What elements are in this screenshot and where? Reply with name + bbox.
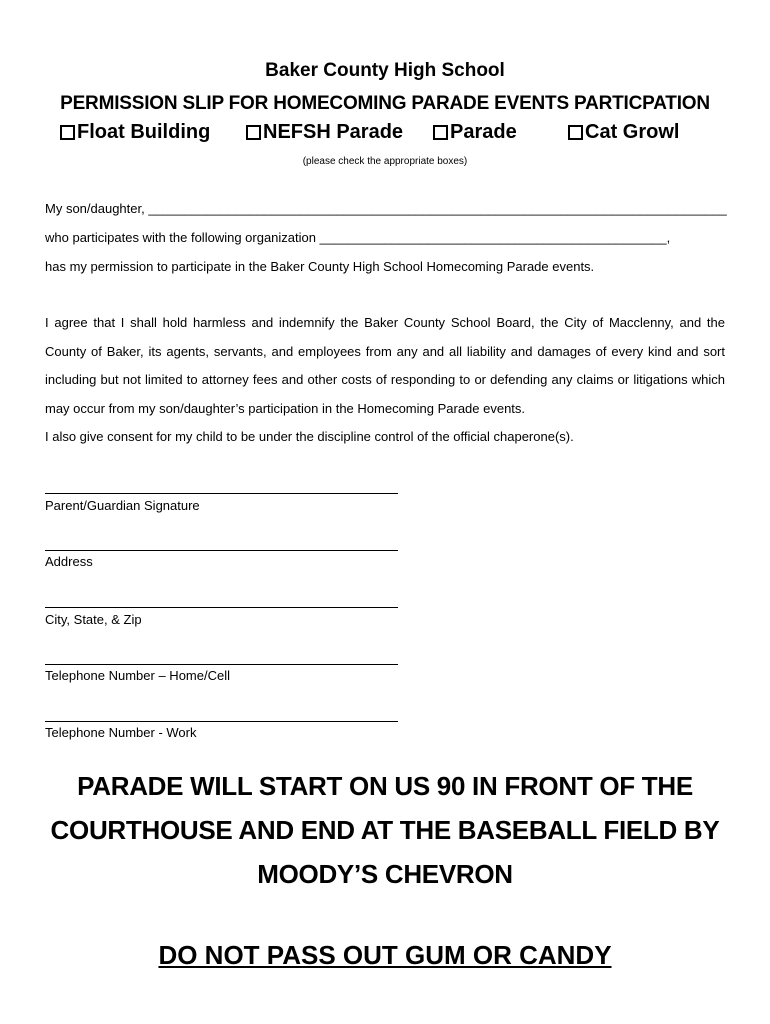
checkbox-box-icon[interactable] xyxy=(568,125,583,140)
work-phone-label: Telephone Number - Work xyxy=(45,725,197,740)
son-daughter-field[interactable]: My son/daughter, ________________________________________________________________________________ xyxy=(45,201,727,216)
checkbox-instruction: (please check the appropriate boxes) xyxy=(302,156,468,167)
signature-line[interactable] xyxy=(45,493,398,494)
organization-field[interactable]: who participates with the following organization ________________________________________________, xyxy=(45,230,671,245)
parent-signature-label: Parent/Guardian Signature xyxy=(45,498,200,513)
home-phone-line[interactable] xyxy=(45,664,398,665)
checkbox-nefsh-parade[interactable] xyxy=(246,121,403,144)
parade-route-line-3: MOODY’S CHEVRON xyxy=(257,859,513,889)
event-checkboxes xyxy=(0,121,770,151)
checkbox-cat-growl[interactable] xyxy=(568,121,679,144)
address-line[interactable] xyxy=(45,550,398,551)
gum-candy-warning: DO NOT PASS OUT GUM OR CANDY xyxy=(158,940,612,970)
checkbox-box-icon[interactable] xyxy=(60,125,75,140)
parade-route-line-1: PARADE WILL START ON US 90 IN FRONT OF THE xyxy=(77,771,693,801)
checkbox-label: Float Building xyxy=(77,121,211,143)
checkbox-parade[interactable] xyxy=(433,121,517,144)
checkbox-float-building[interactable] xyxy=(60,121,210,144)
form-title: PERMISSION SLIP FOR HOMECOMING PARADE EVENTS PARTICPATION xyxy=(60,93,710,114)
city-state-zip-label: City, State, & Zip xyxy=(45,612,142,627)
consent-text: I also give consent for my child to be under the discipline control of the official chaperone(s). xyxy=(45,429,574,444)
work-phone-line[interactable] xyxy=(45,721,398,722)
checkbox-label: NEFSH Parade xyxy=(263,121,404,143)
address-label: Address xyxy=(45,554,93,569)
indemnity-paragraph: I agree that I shall hold harmless and indemnify the Baker County School Board, the City of Macclenny, and the County of Baker, its agents, servants, and employees from any and all liability and damages of every kind and sort including but not limited to attorney fees and other costs of responding to or defending any claims or litigations which may occur from my son/daughter’s participation in the Homecoming Parade events. xyxy=(45,315,725,416)
school-name: Baker County High School xyxy=(265,60,505,81)
checkbox-box-icon[interactable] xyxy=(246,125,261,140)
parade-route-line-2: COURTHOUSE AND END AT THE BASEBALL FIELD BY xyxy=(50,815,720,845)
checkbox-box-icon[interactable] xyxy=(433,125,448,140)
checkbox-label: Cat Growl xyxy=(585,121,680,143)
city-state-zip-line[interactable] xyxy=(45,607,398,608)
home-phone-label: Telephone Number – Home/Cell xyxy=(45,668,230,683)
checkbox-label: Parade xyxy=(450,121,517,143)
permission-text: has my permission to participate in the Baker County High School Homecoming Parade events. xyxy=(45,259,595,274)
